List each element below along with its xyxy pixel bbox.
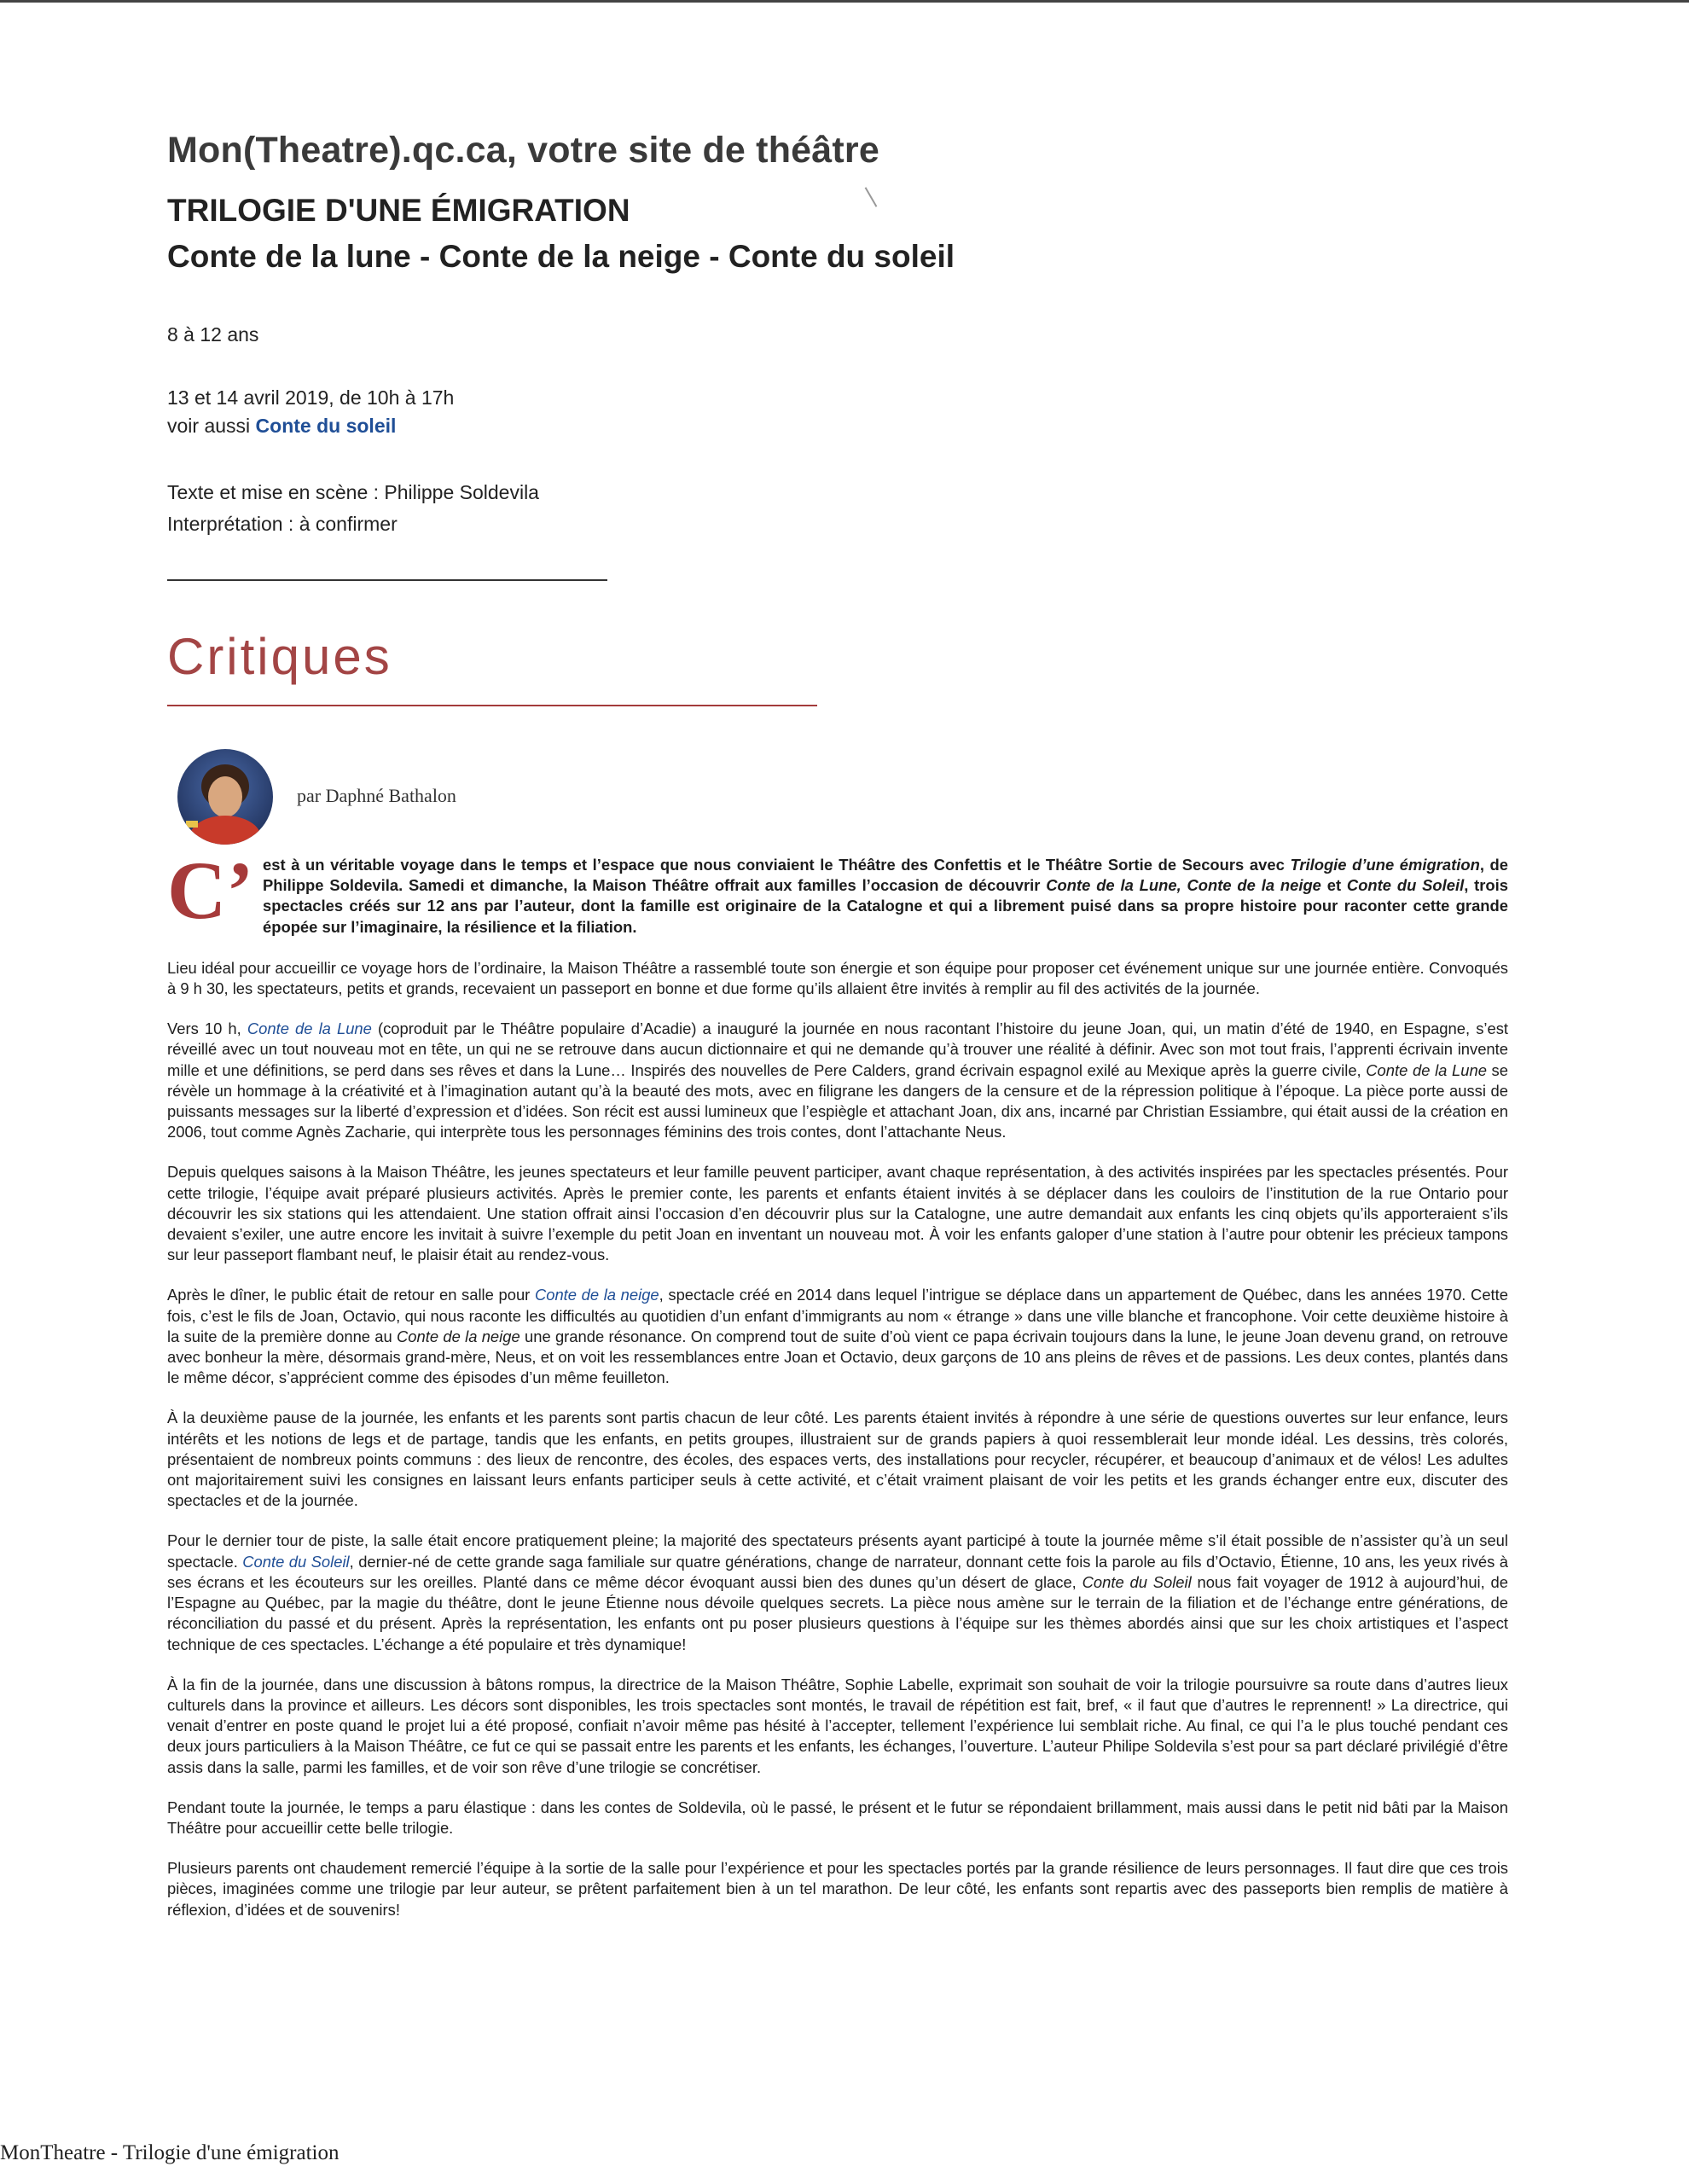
link-conte-du-soleil[interactable]: Conte du Soleil [242, 1552, 350, 1571]
drop-cap: C’ [167, 845, 254, 936]
paragraph-text: nous fait voyager de 1912 à aujourd’hui, de l’Espagne au Québec, par la magie du théâtre, dont le jeune Étienne nous dévoile quelques secrets. La pièce nous amène sur le terrain de la filiation et de l’échange entre générations, de réconciliation du passé et du présent. Après la représentation, les enfants ont pu poser plusieurs questions à l’équipe sur les thèmes abordés ainsi que sur les choix artistiques et l’aspect technique de ces spectacles. L’échange a été populaire et très dynamique! [167, 1572, 1508, 1653]
paragraph: Plusieurs parents ont chaudement remercié l’équipe à la sortie de la salle pour l’expérience et pour les spectacles portés par la grande résilience de leurs personnages. Il faut dire que ces trois pièces, imaginées comme une trilogie par leur auteur, se prêtent parfaitement bien à un tel marathon. De leur côté, les enfants sont repartis avec des passeports bien remplis de matière à réflexion, d’idées et de souvenirs! [167, 1859, 1508, 1919]
critiques-underline [167, 705, 817, 706]
article-lead [167, 845, 1509, 938]
lead-title: Trilogie d’une émigration [1290, 856, 1480, 874]
lead-title: Conte du Soleil [1346, 876, 1465, 895]
article-body [167, 845, 1509, 1940]
age-range: 8 à 12 ans [167, 323, 259, 346]
paragraph [167, 1019, 1508, 1142]
site-title: Mon(Theatre).qc.ca, votre site de théâtre [167, 130, 879, 171]
see-also-prefix: voir aussi [167, 415, 256, 437]
show-subtitle: Conte de la lune - Conte de la neige - Conte du soleil [167, 239, 955, 274]
paragraph-text: une grande résonance. On comprend tout de suite d’où vient ce papa écrivain toujours dans la lune, le jeune Joan devenu grand, on retrouve avec bonheur la mère, désormais grand-mère, Neus, et on voit les ressemblances entre Joan et Octavio, deux garçons de 10 ans pleins de rêves et de passions. Les deux contes, plantés dans le même décor, s’apprécient comme des épisodes d’un même feuilleton. [167, 1327, 1509, 1387]
paragraph-text: (coproduit par le Théâtre populaire d’Acadie) a inauguré la journée en nous racontant l’histoire du jeune Joan, qui, un matin d’été de 1940, en Espagne, s’est réveillé avec un tout nouveau mot en tête, un qui ne se retrouve dans aucun dictionnaire et qui ne demande qu’à trouver une réalité à définir. Avec son mot tout frais, l’apprenti écrivain invente mille et une définitions, se perd dans ses rêves et dans la Lune… Inspirés des nouvelles de Pere Calders, grand écrivain espagnol exilé au Mexique après la guerre civile, [167, 1019, 1509, 1079]
paragraph: À la deuxième pause de la journée, les enfants et les parents sont partis chacun de leur côté. Les parents étaient invités à répondre à une série de questions ouvertes sur leur enfance, leurs intérêts et les notions de legs et de partage, tandis que les enfants, en petits groupes, illustraient sur de grands papiers à quoi ressemblerait leur monde idéal. Les dessins, très colorés, présentaient de nombreux points communs : des lieux de rencontre, des écoles, des espaces verts, des installations pour recycler, récupérer, et beaucoup d’animaux et de vélos! Les adultes ont majoritairement suivi les consignes en laissant leurs enfants participer seuls à cette activité, et c’était vraiment plaisant de voir les petits et les grands échanger entre eux, discuter des spectacles et de la journée. [167, 1409, 1508, 1510]
paragraph-text: , spectacle créé en 2014 dans lequel l’intrigue se déplace dans un appartement de Québec, dans les années 1970. Cette fois, c’est le fils de Joan, Octavio, qui nous raconte les difficultés au quotidien d’un enfant d’immigrants au nom « étrange » dans une ville blanche et francophone. Voir cette deuxième histoire à la suite de la première donne au [167, 1286, 1508, 1345]
link-conte-de-la-lune[interactable]: Conte de la Lune [247, 1019, 372, 1038]
lead-text: et [1320, 876, 1347, 895]
paragraph-text: Pour le dernier tour de piste, la salle était encore pratiquement pleine; la majorité des spectateurs présents ayant participé à toute la journée même s’il était possible de n’assister qu’à un seul spectacle. [167, 1531, 1508, 1571]
paragraph: Lieu idéal pour accueillir ce voyage hors de l’ordinaire, la Maison Théâtre a rassemblé toute son énergie et son équipe pour proposer cet événement unique sur une journée entière. Convoqués à 9 h 30, les spectateurs, petits et grands, recevaient un passeport en bonne et due forme qu’ils allaient être invités à remplir au fil des activités de la journée. [167, 958, 1508, 998]
paragraph [167, 1531, 1508, 1654]
lead-title: Conte de la Lune, Conte de la neige [1046, 876, 1321, 895]
page-footer: MonTheatre - Trilogie d'une émigration [0, 2141, 340, 2164]
link-conte-de-la-neige[interactable]: Conte de la neige [534, 1286, 659, 1304]
section-divider [167, 579, 607, 581]
author-avatar [177, 749, 273, 845]
critiques-heading: Critiques [167, 628, 392, 685]
see-also-link[interactable]: Conte du soleil [255, 415, 397, 437]
title-ref: Conte du Soleil [1082, 1572, 1192, 1591]
title-ref: Conte de la neige [397, 1327, 520, 1345]
paragraph [167, 1285, 1508, 1388]
title-ref: Conte de la Lune [1366, 1060, 1487, 1079]
paragraph-text: Vers 10 h, [167, 1019, 247, 1038]
paragraph: Depuis quelques saisons à la Maison Théâtre, les jeunes spectateurs et leur famille peuvent participer, avant chaque représentation, à des activités inspirées par les spectacles présentés. Pour cette trilogie, l’équipe avait préparé plusieurs activités. Après le premier conte, les parents et enfants étaient invités à se déplacer dans les couloirs de l’institution de la rue Ontario pour découvrir les six stations qui les attendaient. Une station offrait ainsi l’occasion d’en découvrir plus sur la Catalogne, une autre demandait aux enfants les cinq objets qu’ils apporteraient s’ils devaient s’exiler, une autre encore les invitait à suivre l’exemple du petit Joan en inventant un nouveau mot. À voir les enfants galoper d’une station à l’autre pour obtenir les précieux tampons sur leur passeport flambant neuf, le plaisir était au rendez-vous. [167, 1163, 1508, 1264]
credits-text-direction: Texte et mise en scène : Philippe Soldevila [167, 481, 539, 503]
paragraph-text: se révèle un hommage à la créativité et à l’imagination autant qu’à la beauté des mots, avec en filigrane les dangers de la censure et de la répression politique à l’époque. La pièce porte aussi de puissants messages sur la liberté d’expression et d’idées. Son récit est aussi lumineux que l’espiègle et attachant Joan, dix ans, incarné par Christian Essiambre, qui était aussi de la création en 2006, tout comme Agnès Zacharie, qui interprète tous les personnages féminins des trois contes, dont l’attachante Neus. [167, 1060, 1508, 1141]
scan-mark [865, 187, 878, 207]
show-dates: 13 et 14 avril 2019, de 10h à 17h [167, 386, 455, 409]
credits-performance: Interprétation : à confirmer [167, 513, 398, 535]
paragraph-text: Après le dîner, le public était de retour en salle pour [167, 1286, 535, 1304]
lead-text: , trois spectacles créés sur 12 ans par l’auteur, dont la famille est originaire de la Catalogne et qui a librement puisé dans sa propre histoire pour raconter cette grande épopée sur l’imaginaire, la résilience et la filiation. [263, 876, 1508, 936]
lead-text: , de Philippe Soldevila. Samedi et dimanche, la Maison Théâtre offrait aux familles l’occasion de découvrir [263, 856, 1509, 895]
author-byline: par Daphné Bathalon [297, 785, 456, 806]
paragraph: Pendant toute la journée, le temps a paru élastique : dans les contes de Soldevila, où le passé, le présent et le futur se répondaient brillamment, mais aussi dans le petit nid bâti par la Maison Théâtre pour accueillir cette belle trilogie. [167, 1798, 1508, 1837]
show-title: TRILOGIE D'UNE ÉMIGRATION [167, 193, 630, 228]
scan-top-border [0, 0, 1689, 3]
paragraph-text: , dernier-né de cette grande saga familiale sur quatre générations, change de narrateur, donnant cette fois la parole au fils d’Octavio, Étienne, 10 ans, les yeux rivés à ses écrans et les écouteurs sur les oreilles. Planté dans ce même décor évoquant aussi bien des dunes qu’un désert de glace, [167, 1552, 1508, 1591]
lead-text: est à un véritable voyage dans le temps et l’espace que nous conviaient le Théâtre des Confettis et le Théâtre Sortie de Secours avec [263, 856, 1291, 874]
see-also [167, 410, 396, 441]
paragraph: À la fin de la journée, dans une discussion à bâtons rompus, la directrice de la Maison Théâtre, Sophie Labelle, exprimait son souhait de voir la trilogie poursuivre sa route dans d’autres lieux culturels dans la province et ailleurs. Les décors sont disponibles, les trois spectacles sont montés, le travail de répétition est fait, bref, « il faut que d’autres le reprennent! » La directrice, qui venait d’entrer en poste quand le projet lui a été proposé, confiait n’avoir même pas hésité à l’accepter, tellement l’expérience lui semblait riche. Au final, ce qui l’a le plus touché pendant ces deux jours particuliers à la Maison Théâtre, ce fut ce qui se passait entre les parents et les enfants, les échanges, l’ouverture. L’auteur Philipe Soldevila s’est pour sa part déclaré privilégié d’être assis dans la salle, parmi les familles, et de voir son rêve d’une trilogie se concrétiser. [167, 1675, 1508, 1776]
